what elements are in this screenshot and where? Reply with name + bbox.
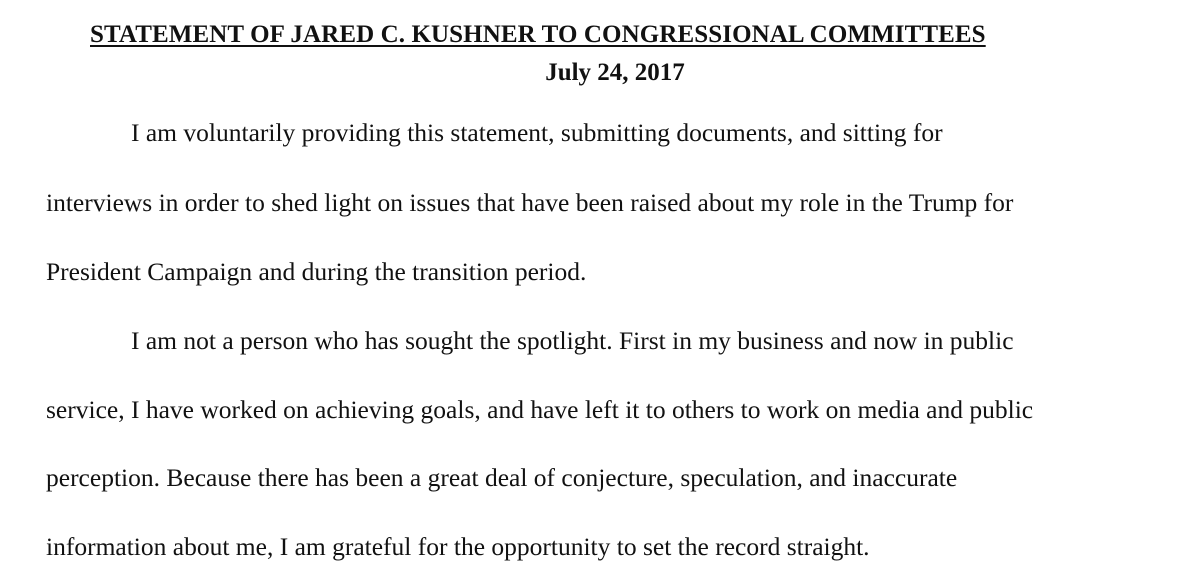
paragraph-1-line-2: interviews in order to shed light on issues that have been raised about my role in the Trump for [46, 188, 1014, 217]
paragraph-2-line-4: information about me, I am grateful for the opportunity to set the record straight. [46, 532, 870, 561]
paragraph-1-line-3: President Campaign and during the transition period. [46, 257, 587, 286]
paragraph-2-line-1: I am not a person who has sought the spotlight. First in my business and now in public [131, 326, 1014, 355]
document-title: STATEMENT OF JARED C. KUSHNER TO CONGRESSIONAL COMMITTEES [90, 21, 986, 48]
paragraph-2-line-2: service, I have worked on achieving goals, and have left it to others to work on media and public [46, 395, 1034, 424]
paragraph-2-line-3: perception. Because there has been a great deal of conjecture, speculation, and inaccurate [46, 463, 958, 492]
document-date: July 24, 2017 [545, 59, 685, 86]
paragraph-1-line-1: I am voluntarily providing this statement, submitting documents, and sitting for [131, 118, 943, 147]
